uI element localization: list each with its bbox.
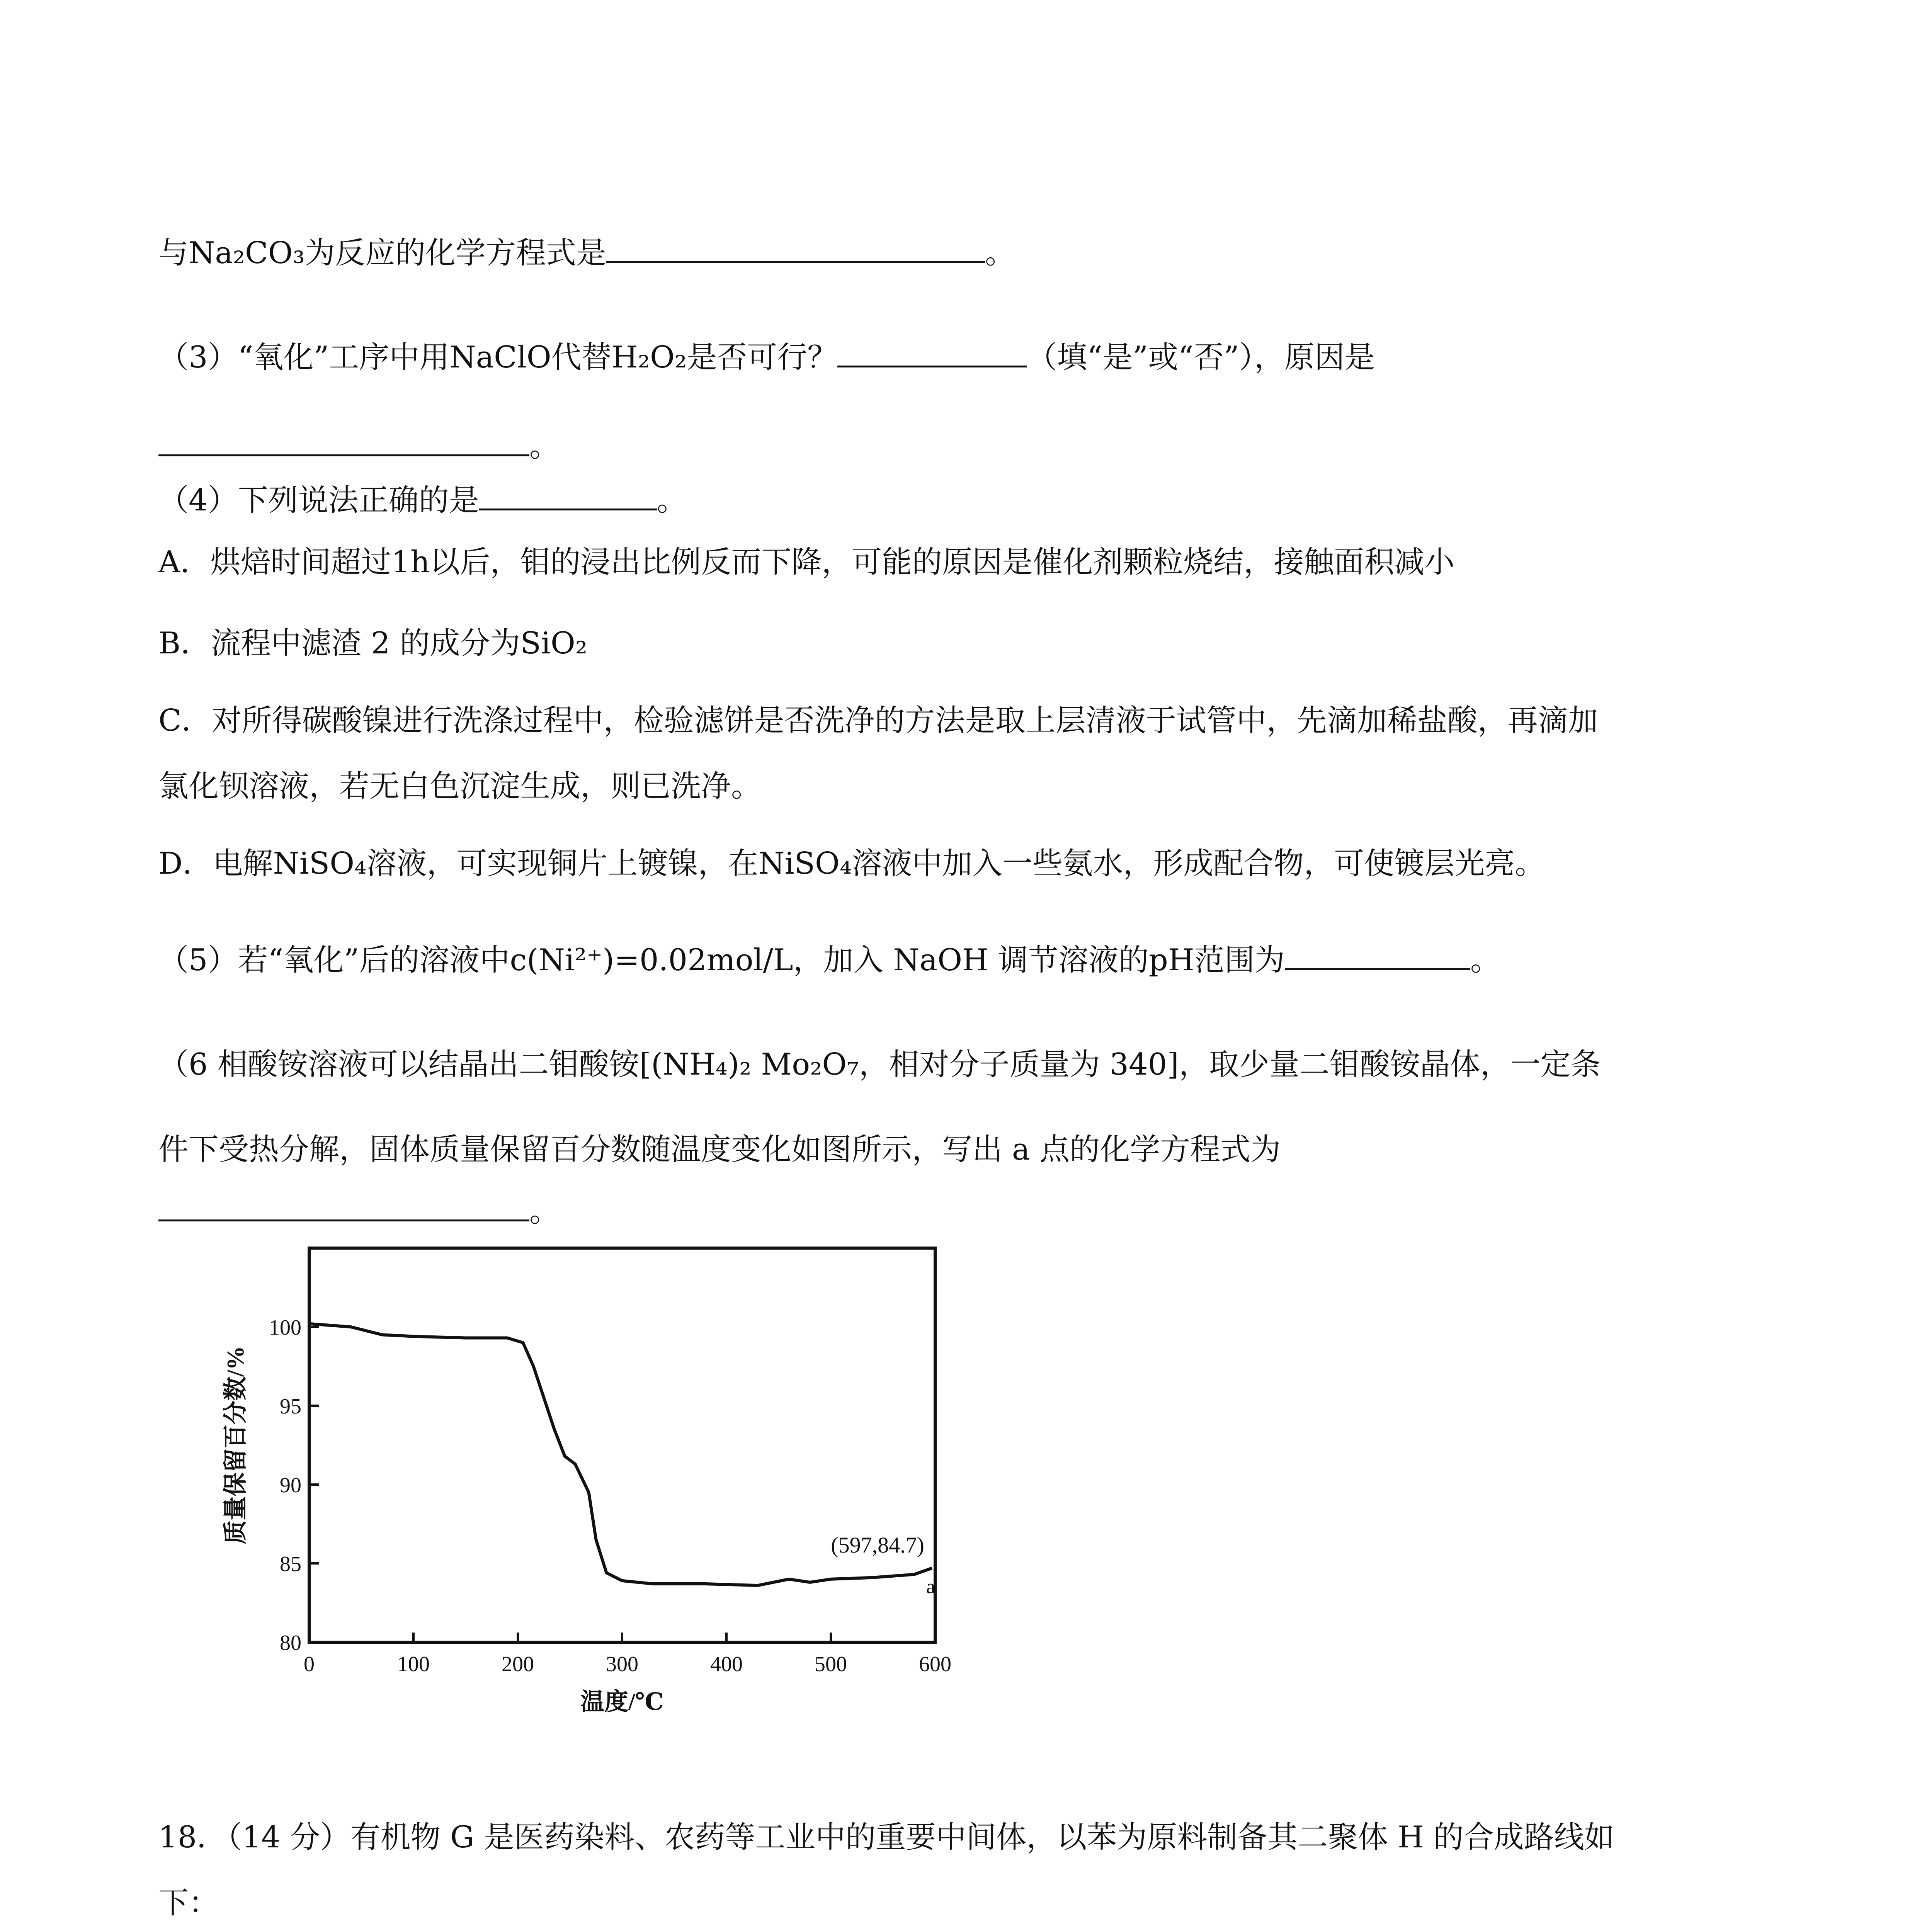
x-tick-label: 400 (710, 1652, 743, 1676)
question-18-intro: 18．（14 分）有机物 G 是医药染料、农药等工业中的重要中间体，以苯为原料制备其二聚体 H 的合成路线如 (158, 1820, 1614, 1855)
formula-c-ni: c(Ni²⁺) (510, 943, 614, 978)
text: 溶液中加入一些氨水，形成配合物，可使镀层光亮。 (852, 846, 1545, 881)
x-tick-label: 100 (397, 1652, 430, 1676)
equation-line (158, 232, 1015, 274)
option-b (158, 622, 587, 665)
text: 代替 (551, 340, 612, 375)
text: 。 (529, 1194, 560, 1229)
text: 与 (158, 236, 189, 270)
text: 为反应的化学方程式是 (304, 236, 606, 270)
answer-blank[interactable] (1285, 941, 1470, 970)
y-tick-label: 80 (280, 1631, 301, 1655)
option-a: A．烘焙时间超过1h以后，钼的浸出比例反而下降，可能的原因是催化剂颗粒烧结，接触面积减小 (158, 545, 1455, 580)
annotation-point-a: a (926, 1576, 935, 1598)
answer-blank[interactable] (837, 338, 1027, 367)
question-3 (158, 336, 1375, 379)
answer-blank[interactable] (158, 1192, 529, 1221)
question-6 (158, 1043, 1601, 1086)
option-d (158, 842, 1545, 885)
tga-chart (209, 1240, 981, 1781)
question-3-reason (158, 425, 560, 468)
y-tick-label: 90 (280, 1473, 301, 1497)
x-tick-label: 0 (304, 1652, 315, 1676)
question-6-line3 (158, 1190, 560, 1233)
text: =0.02mol/L，加入 NaOH 调节溶液的 (614, 943, 1149, 978)
text: D．电解 (158, 846, 273, 881)
formula-ph: pH (1148, 943, 1194, 978)
formula-h2o2: H₂O₂ (611, 340, 687, 375)
formula-sio2: SiO₂ (520, 626, 588, 661)
formula-ammonium-dimolybdate: (NH₄)₂ Mo₂O₇ (651, 1047, 859, 1082)
text: 是否可行？ (687, 340, 838, 375)
tga-chart-svg (209, 1240, 981, 1781)
x-tick-label: 300 (606, 1652, 638, 1676)
formula-na2co3: Na₂CO₃ (189, 236, 305, 270)
text: ，相对分子质量为 340]，取少量二钼酸铵晶体，一定条 (859, 1047, 1601, 1082)
text: （4）下列说法正确的是 (158, 483, 479, 518)
text: （5）若“氧化”后的溶液中 (158, 943, 510, 978)
text: 。 (985, 236, 1015, 270)
x-tick-label: 600 (919, 1652, 951, 1676)
text: （填“是”或“否”），原因是 (1027, 340, 1375, 375)
text: 。 (1470, 943, 1500, 978)
formula-niso4: NiSO₄ (758, 846, 852, 881)
option-c-line2: 氯化钡溶液，若无白色沉淀生成，则已洗净。 (158, 769, 762, 804)
x-tick-label: 500 (815, 1652, 847, 1676)
answer-blank[interactable] (158, 427, 529, 456)
text: 范围为 (1194, 943, 1285, 978)
text: （6 相酸铵溶液可以结晶出二钼酸铵[ (158, 1047, 651, 1082)
text: （3）“氧化”工序中用 (158, 340, 450, 375)
question-5 (158, 939, 1500, 981)
y-tick-label: 95 (280, 1395, 301, 1418)
text: 。 (529, 429, 560, 464)
question-6-line2: 件下受热分解，固体质量保留百分数随温度变化如图所示，写出 a 点的化学方程式为 (158, 1132, 1281, 1167)
answer-blank[interactable] (606, 234, 985, 263)
text: 溶液，可实现铜片上镀镍，在 (366, 846, 759, 881)
x-axis-label: 温度/℃ (580, 1689, 664, 1715)
text: B．流程中滤渣 2 的成分为 (158, 626, 520, 661)
x-tick-label: 200 (502, 1652, 534, 1676)
question-4 (158, 479, 687, 522)
y-axis-label: 质量保留百分数/% (223, 1346, 249, 1544)
annotation-point-coords: (597,84.7) (831, 1532, 924, 1558)
formula-niso4: NiSO₄ (273, 846, 367, 881)
y-tick-label: 85 (280, 1552, 301, 1576)
y-tick-label: 100 (269, 1316, 301, 1340)
option-c-line1: C．对所得碳酸镍进行洗涤过程中，检验滤饼是否洗净的方法是取上层清液于试管中，先滴加稀盐酸，再滴加 (158, 703, 1598, 738)
text: 。 (657, 483, 687, 518)
question-18-intro-2: 下： (158, 1886, 219, 1920)
answer-blank[interactable] (479, 481, 657, 510)
formula-naclo: NaClO (449, 340, 551, 375)
plot-frame (309, 1248, 935, 1642)
